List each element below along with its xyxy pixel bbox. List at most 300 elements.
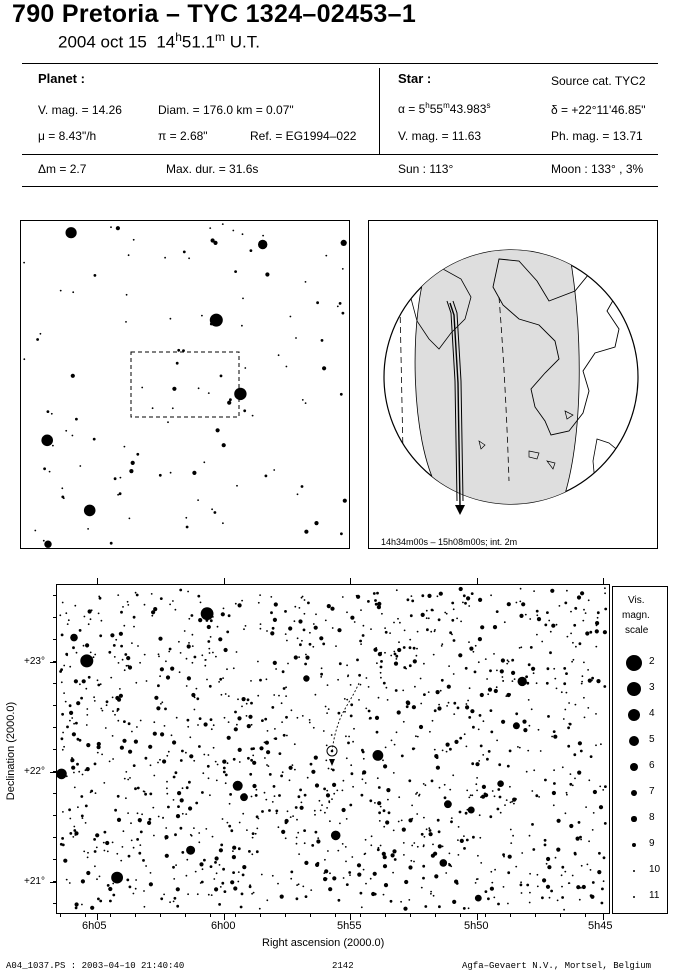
- chart-star: [229, 793, 232, 796]
- chart-star: [114, 714, 116, 716]
- axis-tick: [97, 578, 98, 584]
- finder-star: [167, 421, 169, 423]
- info-column-divider: [379, 68, 380, 154]
- chart-star: [490, 871, 492, 873]
- chart-star: [421, 594, 424, 597]
- chart-star: [544, 839, 547, 842]
- chart-star: [140, 831, 143, 834]
- chart-star: [377, 801, 381, 805]
- ra-tick-label: 5h45: [588, 920, 613, 932]
- dec-tick-label: +22°: [24, 766, 45, 777]
- chart-star: [127, 812, 129, 814]
- chart-star: [242, 697, 246, 701]
- chart-star: [214, 861, 217, 864]
- finder-star: [44, 541, 51, 548]
- chart-star: [124, 778, 126, 780]
- finder-star: [295, 337, 297, 339]
- chart-star: [320, 673, 323, 676]
- chart-star: [315, 831, 318, 834]
- chart-star: [419, 725, 423, 729]
- chart-star: [590, 895, 594, 899]
- chart-star: [595, 629, 599, 633]
- chart-star: [248, 850, 251, 853]
- finder-star: [201, 315, 203, 317]
- chart-star: [426, 628, 429, 631]
- chart-star: [520, 646, 522, 648]
- chart-star: [86, 708, 88, 710]
- chart-star: [521, 602, 525, 606]
- chart-star: [273, 618, 277, 622]
- chart-star: [188, 806, 192, 810]
- chart-star: [374, 599, 377, 602]
- chart-star: [261, 810, 264, 813]
- finder-star: [304, 530, 308, 534]
- chart-star: [581, 865, 583, 867]
- chart-star: [224, 648, 228, 652]
- chart-star: [482, 754, 484, 756]
- chart-star: [289, 779, 291, 781]
- chart-star: [229, 803, 231, 805]
- chart-star: [337, 850, 339, 852]
- chart-star: [420, 703, 422, 705]
- chart-star: [378, 697, 380, 699]
- chart-star: [591, 680, 593, 682]
- chart-star: [408, 865, 412, 869]
- chart-star: [466, 703, 468, 705]
- chart-star: [477, 878, 479, 880]
- chart-star: [76, 701, 80, 705]
- chart-star: [90, 618, 92, 620]
- chart-star: [479, 814, 481, 816]
- chart-star: [449, 853, 451, 855]
- chart-star: [251, 893, 253, 895]
- chart-star: [167, 806, 170, 809]
- chart-star: [379, 820, 381, 822]
- chart-star: [186, 859, 188, 861]
- event-title: 790 Pretoria – TYC 1324–02453–1: [12, 0, 417, 28]
- chart-star: [290, 816, 292, 818]
- chart-star: [328, 801, 330, 803]
- y-axis-label: Declination (2000.0): [5, 701, 17, 801]
- chart-star: [287, 810, 289, 812]
- chart-star: [182, 813, 184, 815]
- chart-star: [580, 839, 582, 841]
- chart-star: [373, 872, 377, 876]
- chart-star: [531, 823, 534, 826]
- chart-star: [86, 767, 90, 771]
- chart-star: [174, 833, 177, 836]
- chart-star: [553, 769, 555, 771]
- chart-star: [377, 848, 380, 851]
- axis-tick: [585, 914, 586, 917]
- chart-star: [536, 682, 538, 684]
- chart-star: [189, 754, 193, 758]
- chart-star: [165, 827, 167, 829]
- chart-star: [559, 605, 561, 607]
- chart-star: [112, 758, 114, 760]
- chart-star: [282, 771, 284, 773]
- chart-star: [260, 623, 262, 625]
- chart-star: [551, 624, 555, 628]
- chart-star: [471, 762, 474, 765]
- chart-star: [137, 787, 140, 790]
- chart-star: [266, 630, 268, 632]
- scale-magnitude-label: 7: [649, 786, 655, 797]
- axis-tick: [53, 837, 56, 838]
- chart-star: [242, 813, 244, 815]
- chart-star: [329, 820, 331, 822]
- chart-star: [386, 788, 390, 792]
- finder-star: [340, 393, 343, 396]
- chart-star: [595, 621, 599, 625]
- chart-star: [424, 836, 426, 838]
- finder-star: [343, 499, 347, 503]
- chart-star: [504, 621, 506, 623]
- chart-star: [547, 865, 551, 869]
- axis-tick: [460, 914, 461, 917]
- chart-star: [393, 830, 395, 832]
- chart-star: [338, 899, 341, 902]
- finder-star: [110, 542, 113, 545]
- chart-star: [136, 726, 138, 728]
- finder-star: [71, 374, 75, 378]
- chart-star: [561, 874, 563, 876]
- chart-star: [458, 826, 460, 828]
- chart-star: [273, 694, 275, 696]
- chart-star: [61, 634, 64, 637]
- chart-star: [311, 844, 314, 847]
- chart-star: [595, 646, 597, 648]
- chart-star: [186, 658, 188, 660]
- chart-star: [547, 667, 550, 670]
- chart-star: [326, 745, 328, 747]
- chart-star: [227, 762, 229, 764]
- chart-star: [76, 763, 79, 766]
- chart-star: [139, 844, 141, 846]
- chart-star: [165, 838, 167, 840]
- chart-star: [326, 807, 328, 809]
- finder-star: [40, 333, 42, 335]
- chart-star: [225, 774, 228, 777]
- finder-star: [84, 505, 96, 517]
- chart-star: [298, 883, 300, 885]
- finder-star: [208, 392, 210, 394]
- chart-star: [135, 682, 137, 684]
- chart-star: [220, 886, 222, 888]
- chart-star: [448, 665, 450, 667]
- chart-star: [565, 672, 568, 675]
- chart-star: [279, 752, 282, 755]
- finder-star: [243, 409, 246, 412]
- chart-star: [151, 593, 153, 595]
- chart-star: [300, 806, 304, 810]
- axis-tick: [53, 771, 56, 772]
- chart-star: [365, 782, 367, 784]
- chart-star: [390, 900, 393, 903]
- chart-star: [550, 589, 554, 593]
- chart-star: [437, 595, 439, 597]
- chart-star: [186, 786, 189, 789]
- chart-star: [493, 897, 495, 899]
- chart-star: [478, 637, 482, 641]
- chart-star: [603, 880, 605, 882]
- chart-star: [553, 782, 556, 785]
- chart-star: [270, 611, 273, 614]
- chart-star: [187, 719, 190, 722]
- info-top-rule: [22, 63, 658, 64]
- chart-star: [163, 894, 165, 896]
- chart-star: [128, 855, 131, 858]
- chart-star: [574, 778, 576, 780]
- chart-star: [396, 589, 398, 591]
- chart-star: [576, 837, 580, 841]
- finder-star: [227, 401, 231, 405]
- chart-star: [410, 860, 412, 862]
- chart-star: [314, 814, 316, 816]
- chart-star: [176, 717, 178, 719]
- chart-star: [599, 786, 601, 788]
- chart-star: [173, 799, 175, 801]
- chart-star: [276, 812, 278, 814]
- chart-star: [198, 618, 202, 622]
- chart-star: [124, 669, 126, 671]
- chart-star: [407, 598, 410, 601]
- chart-star: [313, 727, 315, 729]
- chart-star: [160, 667, 164, 671]
- chart-star: [74, 679, 78, 683]
- chart-star: [541, 641, 543, 643]
- chart-star: [75, 722, 78, 725]
- finder-star: [262, 235, 264, 237]
- chart-star: [290, 871, 293, 874]
- chart-star: [563, 909, 565, 911]
- chart-star: [448, 863, 450, 865]
- chart-star: [67, 623, 69, 625]
- chart-star: [59, 670, 62, 673]
- finder-star: [65, 430, 67, 432]
- path-direction-arrow: [455, 505, 465, 515]
- chart-star: [282, 670, 285, 673]
- chart-star: [462, 602, 464, 604]
- chart-star: [603, 685, 606, 688]
- axis-tick: [50, 662, 56, 663]
- chart-star: [540, 750, 542, 752]
- chart-star: [527, 750, 529, 752]
- scale-magnitude-label: 5: [649, 734, 655, 745]
- chart-star: [192, 662, 194, 664]
- chart-star: [233, 781, 243, 791]
- chart-star: [62, 602, 64, 604]
- chart-star: [143, 890, 145, 892]
- chart-star: [173, 878, 175, 880]
- chart-star: [228, 825, 231, 828]
- chart-star: [428, 691, 430, 693]
- chart-star: [196, 688, 198, 690]
- chart-star: [377, 777, 379, 779]
- chart-star: [436, 766, 440, 770]
- chart-star: [112, 894, 115, 897]
- chart-star: [487, 693, 489, 695]
- chart-star: [544, 624, 547, 627]
- chart-star: [438, 830, 441, 833]
- scale-magnitude-label: 4: [649, 708, 655, 719]
- chart-star: [267, 730, 269, 732]
- chart-star: [285, 821, 288, 824]
- chart-star: [416, 813, 418, 815]
- chart-star: [572, 642, 574, 644]
- chart-star: [252, 761, 256, 765]
- chart-star: [108, 887, 112, 891]
- chart-star: [150, 872, 152, 874]
- finder-star: [220, 375, 223, 378]
- chart-star: [431, 854, 435, 858]
- finder-star: [177, 349, 180, 352]
- ra-tick-label: 6h05: [82, 920, 107, 932]
- chart-star: [135, 879, 137, 881]
- chart-star: [528, 663, 531, 666]
- chart-star: [137, 645, 139, 647]
- chart-star: [180, 798, 184, 802]
- chart-star: [128, 750, 132, 754]
- chart-star: [460, 839, 464, 843]
- chart-star: [268, 765, 270, 767]
- chart-star: [383, 682, 386, 685]
- chart-star: [526, 884, 529, 887]
- chart-star: [348, 736, 350, 738]
- chart-star: [502, 853, 505, 856]
- chart-star: [256, 850, 259, 853]
- chart-star: [381, 613, 383, 615]
- chart-star: [553, 730, 556, 733]
- chart-star: [503, 856, 505, 858]
- chart-star: [187, 676, 191, 680]
- finder-chart-panel: [20, 220, 350, 549]
- chart-star: [134, 787, 137, 790]
- chart-star: [521, 892, 523, 894]
- chart-star: [323, 788, 326, 791]
- chart-star: [426, 617, 428, 619]
- chart-star: [162, 759, 166, 763]
- chart-star: [180, 759, 183, 762]
- chart-star: [232, 871, 235, 874]
- chart-star: [464, 733, 466, 735]
- chart-star: [576, 885, 580, 889]
- chart-star: [426, 828, 428, 830]
- chart-star: [375, 603, 378, 606]
- chart-star: [133, 764, 136, 767]
- chart-star: [218, 681, 220, 683]
- chart-star: [413, 647, 416, 650]
- finder-star: [258, 240, 267, 249]
- chart-star: [217, 626, 219, 628]
- chart-star: [485, 890, 488, 893]
- chart-star: [604, 592, 606, 594]
- chart-star: [412, 747, 415, 750]
- scale-dot: [632, 843, 636, 847]
- chart-star: [218, 637, 222, 641]
- chart-star: [533, 590, 535, 592]
- chart-star: [82, 679, 86, 683]
- chart-star: [568, 882, 570, 884]
- star-chart: [57, 585, 609, 913]
- chart-star: [465, 812, 468, 815]
- chart-star: [582, 885, 586, 889]
- chart-star: [411, 818, 413, 820]
- chart-star: [266, 899, 268, 901]
- chart-star: [384, 627, 386, 629]
- chart-star: [570, 773, 572, 775]
- chart-star: [332, 783, 336, 787]
- chart-star: [285, 837, 287, 839]
- chart-star: [501, 658, 505, 662]
- chart-star: [446, 705, 448, 707]
- finder-star: [265, 272, 269, 276]
- chart-star: [587, 669, 589, 671]
- finder-star: [129, 469, 133, 473]
- chart-star: [136, 594, 139, 597]
- chart-star: [525, 614, 527, 616]
- chart-star: [454, 880, 458, 884]
- chart-star: [515, 866, 517, 868]
- chart-star: [368, 710, 371, 713]
- chart-star: [82, 774, 84, 776]
- planet-diameter: Diam. = 176.0 km = 0.07": [158, 103, 294, 117]
- chart-star: [442, 750, 444, 752]
- chart-star: [239, 761, 241, 763]
- chart-star: [158, 653, 160, 655]
- chart-star: [574, 607, 577, 610]
- chart-star: [120, 860, 122, 862]
- chart-star: [345, 846, 347, 848]
- chart-star: [596, 679, 600, 683]
- chart-star: [73, 767, 75, 769]
- chart-star: [73, 723, 75, 725]
- chart-star: [587, 864, 589, 866]
- axis-tick: [53, 661, 56, 662]
- chart-star: [358, 699, 360, 701]
- scale-dot: [626, 655, 642, 671]
- chart-star: [434, 754, 438, 758]
- star-heading: Star :: [398, 71, 432, 86]
- chart-star: [252, 755, 254, 757]
- chart-star: [66, 879, 68, 881]
- chart-star: [81, 815, 84, 818]
- chart-star: [302, 715, 304, 717]
- chart-star: [309, 643, 312, 646]
- asteroid-track: [332, 683, 359, 753]
- chart-star: [80, 697, 83, 700]
- chart-star: [366, 677, 368, 679]
- chart-star: [582, 675, 584, 677]
- finder-star: [213, 241, 217, 245]
- chart-star: [198, 832, 200, 834]
- chart-star: [460, 621, 462, 623]
- finder-star: [131, 461, 135, 465]
- chart-star: [204, 722, 208, 726]
- chart-star: [90, 652, 92, 654]
- chart-star: [385, 631, 388, 634]
- chart-star: [376, 592, 379, 595]
- chart-star: [564, 709, 566, 711]
- star-right-ascension: [398, 101, 490, 116]
- chart-star: [585, 612, 587, 614]
- chart-star: [564, 602, 567, 605]
- chart-star: [597, 611, 600, 614]
- chart-star: [144, 791, 146, 793]
- chart-star: [79, 683, 81, 685]
- axis-tick: [53, 705, 56, 706]
- chart-star: [588, 779, 590, 781]
